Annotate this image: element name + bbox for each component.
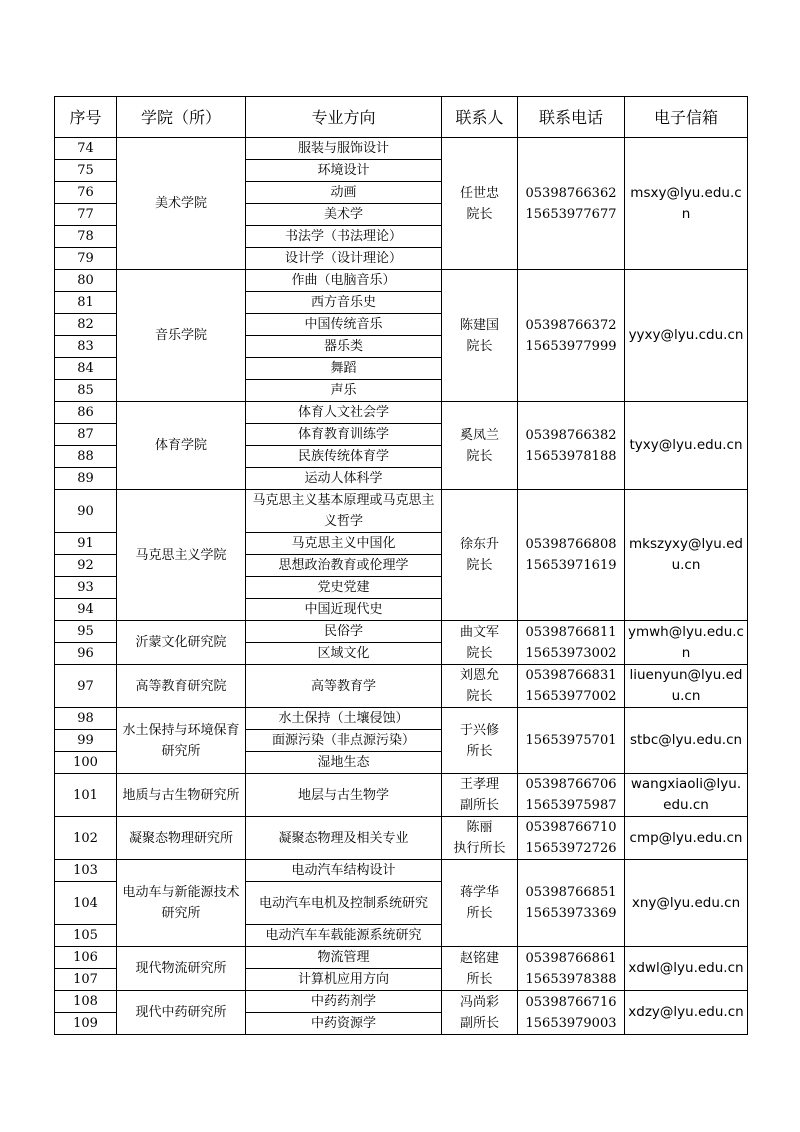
major-cell: 中药资源学: [246, 1013, 442, 1035]
row-number: 88: [55, 446, 117, 468]
row-number: 107: [55, 969, 117, 991]
row-number: 93: [55, 577, 117, 599]
phone-cell: 15653975701: [518, 708, 625, 774]
contact-cell: 刘恩允 院长: [442, 665, 518, 708]
phone-cell: 05398766706 15653975987: [518, 774, 625, 817]
row-number: 80: [55, 270, 117, 292]
major-cell: 设计学（设计理论）: [246, 248, 442, 270]
contact-cell: 于兴修 所长: [442, 708, 518, 774]
phone-cell: 05398766372 15653977999: [518, 270, 625, 402]
contact-cell: 任世忠 院长: [442, 138, 518, 270]
major-cell: 电动汽车车载能源系统研究: [246, 925, 442, 947]
table-row: [55, 947, 748, 969]
row-number: 101: [55, 774, 117, 817]
row-number: 100: [55, 752, 117, 774]
row-number: 86: [55, 402, 117, 424]
row-number: 104: [55, 882, 117, 925]
major-cell: 中国传统音乐: [246, 314, 442, 336]
row-number: 97: [55, 665, 117, 708]
row-number: 108: [55, 991, 117, 1013]
college-cell: 高等教育研究院: [117, 665, 246, 708]
phone-cell: 05398766808 15653971619: [518, 490, 625, 621]
major-cell: 地层与古生物学: [246, 774, 442, 817]
row-number: 92: [55, 555, 117, 577]
contact-cell: 陈建国 院长: [442, 270, 518, 402]
contact-cell: 赵铭建 所长: [442, 947, 518, 991]
phone-cell: 05398766716 15653979003: [518, 991, 625, 1035]
row-number: 95: [55, 621, 117, 643]
row-number: 109: [55, 1013, 117, 1035]
major-cell: 面源污染（非点源污染）: [246, 730, 442, 752]
major-cell: 民族传统体育学: [246, 446, 442, 468]
major-cell: 马克思主义中国化: [246, 533, 442, 555]
major-cell: 马克思主义基本原理或马克思主义哲学: [246, 490, 442, 533]
row-number: 78: [55, 226, 117, 248]
major-cell: 动画: [246, 182, 442, 204]
major-cell: 民俗学: [246, 621, 442, 643]
phone-cell: 05398766861 15653978388: [518, 947, 625, 991]
major-cell: 电动汽车结构设计: [246, 860, 442, 882]
phone-cell: 05398766851 15653973369: [518, 860, 625, 947]
major-cell: 书法学（书法理论）: [246, 226, 442, 248]
major-cell: 声乐: [246, 380, 442, 402]
college-cell: 沂蒙文化研究院: [117, 621, 246, 665]
email-cell: msxy@lyu.edu.cn: [625, 138, 748, 270]
table-row: [55, 991, 748, 1013]
table-row: [55, 708, 748, 730]
contact-cell: 蒋学华 所长: [442, 860, 518, 947]
email-cell: mkszyxy@lyu.edu.cn: [625, 490, 748, 621]
major-cell: 中国近现代史: [246, 599, 442, 621]
row-number: 103: [55, 860, 117, 882]
row-number: 91: [55, 533, 117, 555]
phone-cell: 05398766382 15653978188: [518, 402, 625, 490]
major-cell: 美术学: [246, 204, 442, 226]
header-contact: 联系人: [442, 97, 518, 138]
major-cell: 西方音乐史: [246, 292, 442, 314]
table-row: [55, 774, 748, 817]
college-cell: 水土保持与环境保育研究所: [117, 708, 246, 774]
table-row: [55, 138, 748, 160]
row-number: 81: [55, 292, 117, 314]
major-cell: 体育教育训练学: [246, 424, 442, 446]
college-cell: 美术学院: [117, 138, 246, 270]
table-row: [55, 817, 748, 860]
row-number: 94: [55, 599, 117, 621]
major-cell: 作曲（电脑音乐）: [246, 270, 442, 292]
row-number: 79: [55, 248, 117, 270]
college-cell: 音乐学院: [117, 270, 246, 402]
phone-cell: 05398766710 15653972726: [518, 817, 625, 860]
contact-cell: 奚凤兰 院长: [442, 402, 518, 490]
email-cell: xdzy@lyu.edu.cn: [625, 991, 748, 1035]
college-cell: 现代物流研究所: [117, 947, 246, 991]
major-cell: 水土保持（土壤侵蚀）: [246, 708, 442, 730]
header-major: 专业方向: [246, 97, 442, 138]
header-college: 学院（所）: [117, 97, 246, 138]
row-number: 75: [55, 160, 117, 182]
row-number: 106: [55, 947, 117, 969]
phone-cell: 05398766831 15653977002: [518, 665, 625, 708]
phone-cell: 05398766811 15653973002: [518, 621, 625, 665]
row-number: 105: [55, 925, 117, 947]
email-cell: liuenyun@lyu.edu.cn: [625, 665, 748, 708]
college-cell: 现代中药研究所: [117, 991, 246, 1035]
major-cell: 器乐类: [246, 336, 442, 358]
major-cell: 物流管理: [246, 947, 442, 969]
row-number: 83: [55, 336, 117, 358]
row-number: 77: [55, 204, 117, 226]
row-number: 96: [55, 643, 117, 665]
major-cell: 电动汽车电机及控制系统研究: [246, 882, 442, 925]
row-number: 89: [55, 468, 117, 490]
row-number: 85: [55, 380, 117, 402]
row-number: 99: [55, 730, 117, 752]
row-number: 90: [55, 490, 117, 533]
major-cell: 计算机应用方向: [246, 969, 442, 991]
row-number: 102: [55, 817, 117, 860]
contact-cell: 陈丽 执行所长: [442, 817, 518, 860]
email-cell: wangxiaoli@lyu.edu.cn: [625, 774, 748, 817]
contact-cell: 曲文军 院长: [442, 621, 518, 665]
major-cell: 湿地生态: [246, 752, 442, 774]
email-cell: yyxy@lyu.cdu.cn: [625, 270, 748, 402]
email-cell: stbc@lyu.edu.cn: [625, 708, 748, 774]
major-cell: 高等教育学: [246, 665, 442, 708]
row-number: 98: [55, 708, 117, 730]
email-cell: ymwh@lyu.edu.cn: [625, 621, 748, 665]
table-row: [55, 860, 748, 882]
table-row: [55, 621, 748, 643]
college-cell: 凝聚态物理研究所: [117, 817, 246, 860]
contact-cell: 徐东升 院长: [442, 490, 518, 621]
row-number: 76: [55, 182, 117, 204]
table-row: [55, 665, 748, 708]
major-cell: 区域文化: [246, 643, 442, 665]
major-cell: 体育人文社会学: [246, 402, 442, 424]
header-row: [55, 97, 748, 138]
table-row: [55, 270, 748, 292]
row-number: 84: [55, 358, 117, 380]
table-row: [55, 490, 748, 533]
row-number: 87: [55, 424, 117, 446]
email-cell: xdwl@lyu.edu.cn: [625, 947, 748, 991]
header-email: 电子信箱: [625, 97, 748, 138]
email-cell: tyxy@lyu.edu.cn: [625, 402, 748, 490]
major-cell: 环境设计: [246, 160, 442, 182]
row-number: 74: [55, 138, 117, 160]
email-cell: xny@lyu.edu.cn: [625, 860, 748, 947]
row-number: 82: [55, 314, 117, 336]
table-body: [55, 138, 748, 1035]
phone-cell: 05398766362 15653977677: [518, 138, 625, 270]
contact-cell: 冯尚彩 副所长: [442, 991, 518, 1035]
email-cell: cmp@lyu.edu.cn: [625, 817, 748, 860]
major-cell: 思想政治教育或伦理学: [246, 555, 442, 577]
major-cell: 中药药剂学: [246, 991, 442, 1013]
majors-table: [54, 96, 748, 1035]
college-cell: 地质与古生物研究所: [117, 774, 246, 817]
header-no: 序号: [55, 97, 117, 138]
major-cell: 服装与服饰设计: [246, 138, 442, 160]
major-cell: 舞蹈: [246, 358, 442, 380]
major-cell: 党史党建: [246, 577, 442, 599]
table-row: [55, 402, 748, 424]
contact-cell: 王孝理 副所长: [442, 774, 518, 817]
major-cell: 运动人体科学: [246, 468, 442, 490]
major-cell: 凝聚态物理及相关专业: [246, 817, 442, 860]
college-cell: 马克思主义学院: [117, 490, 246, 621]
college-cell: 电动车与新能源技术研究所: [117, 860, 246, 947]
college-cell: 体育学院: [117, 402, 246, 490]
header-phone: 联系电话: [518, 97, 625, 138]
